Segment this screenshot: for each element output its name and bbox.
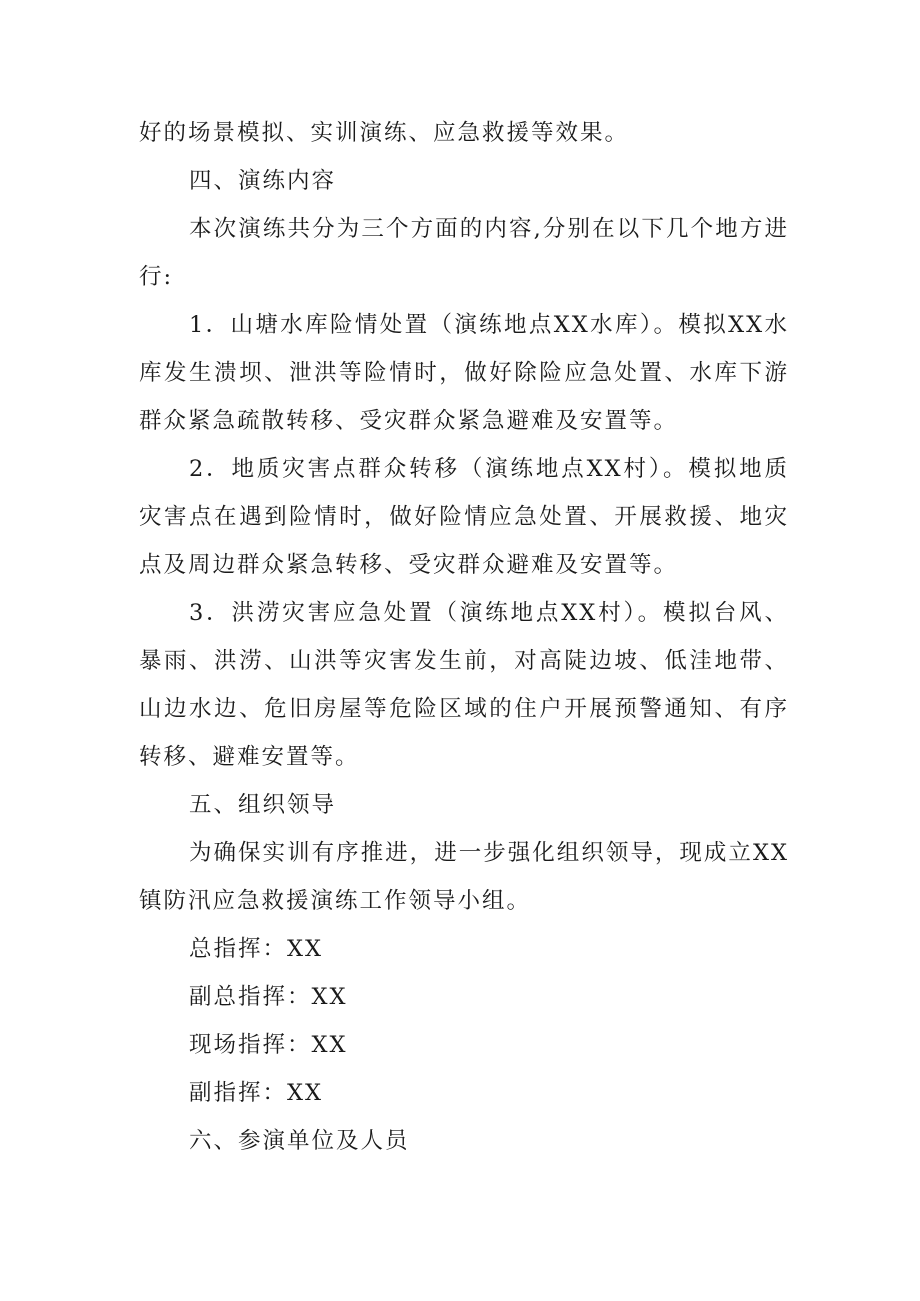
vice-commander-line: 副指挥：XX [189,1080,324,1106]
section-heading-5: 五、组织领导 [189,792,337,818]
section-heading-6: 六、参演单位及人员 [189,1128,410,1154]
paragraph-intro: 本次演练共分为三个方面的内容,分别在以下几个地方进行: [139,216,789,290]
commander-line: 总指挥：XX [189,936,324,962]
paragraph-item-3: 3．洪涝灾害应急处置（演练地点XX村）。模拟台风、暴雨、洪涝、山洪等灾害发生前，对高陡边坡、低洼地带、山边水边、危旧房屋等危险区域的住户开展预警通知、有序转移、避难安置等。 [139,600,789,770]
onsite-commander-line: 现场指挥：XX [189,1032,348,1058]
paragraph-continuation: 好的场景模拟、实训演练、应急救援等效果。 [139,120,630,146]
paragraph-leadership: 为确保实训有序推进，进一步强化组织领导，现成立XX镇防汛应急救援演练工作领导小组。 [139,840,789,914]
section-heading-4: 四、演练内容 [189,168,337,194]
paragraph-item-2: 2．地质灾害点群众转移（演练地点XX村）。模拟地质灾害点在遇到险情时，做好险情应急处置、开展救援、地灾点及周边群众紧急转移、受灾群众避难及安置等。 [139,456,789,578]
deputy-commander-line: 副总指挥：XX [189,984,348,1010]
document-body [139,109,789,1165]
paragraph-item-1: 1．山塘水库险情处置（演练地点XX水库）。模拟XX水库发生溃坝、泄洪等险情时，做好除险应急处置、水库下游群众紧急疏散转移、受灾群众紧急避难及安置等。 [139,312,789,434]
